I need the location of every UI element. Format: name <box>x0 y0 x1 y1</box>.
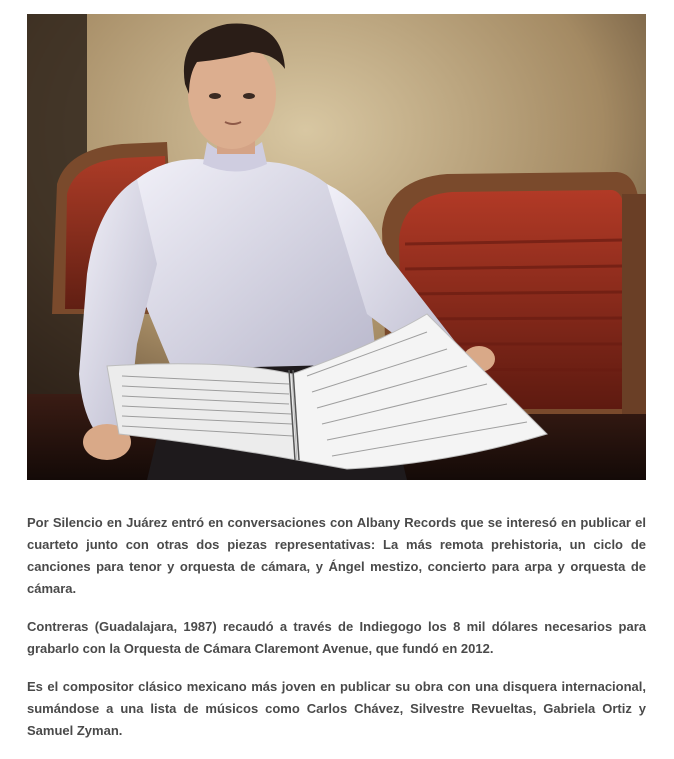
paragraph-2: Contreras (Guadalajara, 1987) recaudó a través de Indiegogo los 8 mil dólares necesarios para grabarlo con la Orquesta de Cámara Claremont Avenue, que fundó en 2012. <box>27 619 646 656</box>
article-photo <box>27 14 646 480</box>
composer-photo-illustration <box>27 14 646 480</box>
article-body <box>27 512 646 758</box>
paragraph-3: Es el compositor clásico mexicano más joven en publicar su obra con una disquera internacional, sumándose a una lista de músicos como Carlos Chávez, Silvestre Revueltas, Gabriela Ortiz y Samuel Zyman. <box>27 679 646 738</box>
paragraph-1: Por Silencio en Juárez entró en conversaciones con Albany Records que se interesó en publicar el cuarteto junto con otras dos piezas representativas: La más remota prehistoria, un ciclo de canciones para tenor y orquesta de cámara, y Ángel mestizo, concierto para arpa y orquesta de cámara. <box>27 515 646 596</box>
